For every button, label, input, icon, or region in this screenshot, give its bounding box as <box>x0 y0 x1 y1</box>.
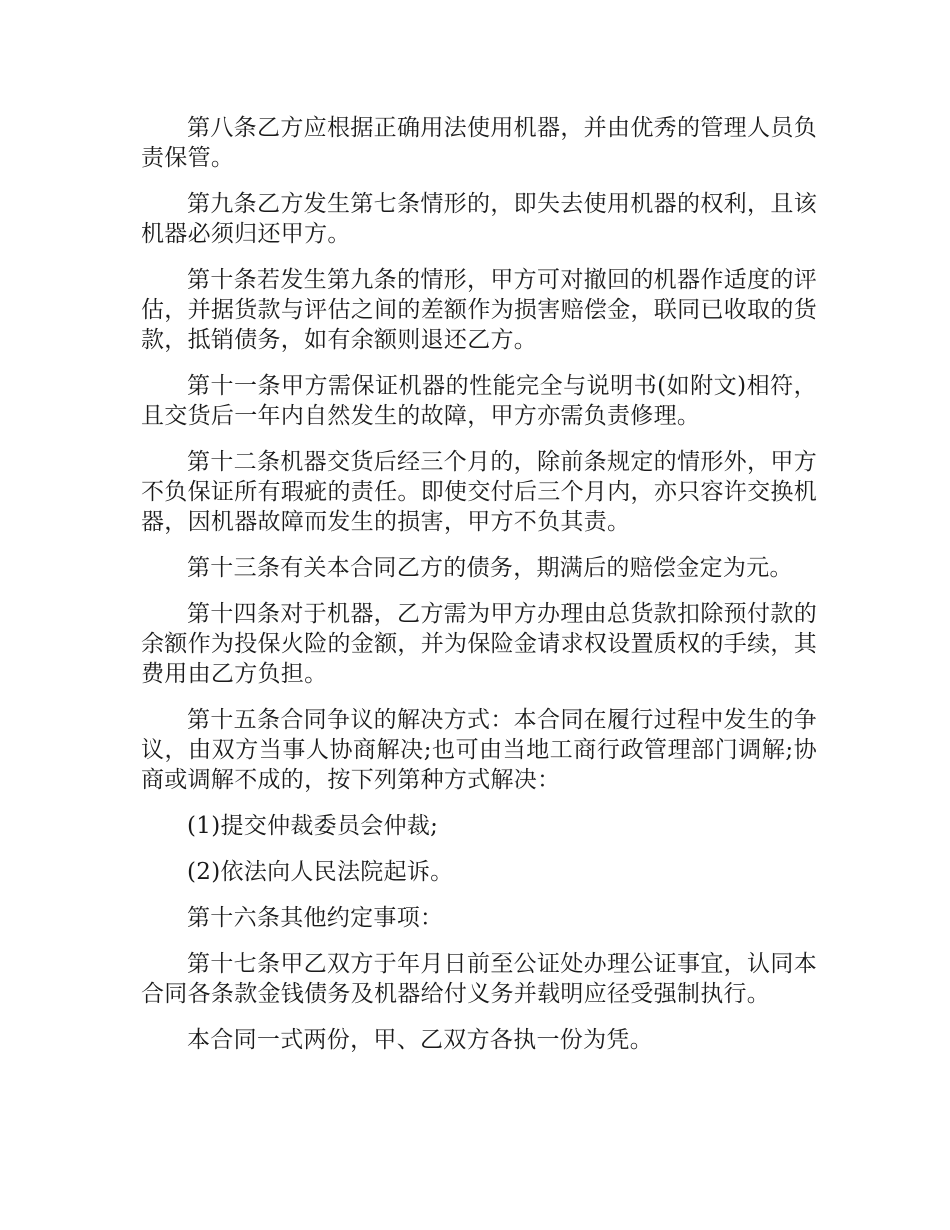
clause-15: 第十五条合同争议的解决方式：本合同在履行过程中发生的争议，由双方当事人协商解决;也可由当地工商行政管理部门调解;协商或调解不成的，按下列第种方式解决： <box>141 707 817 793</box>
clause-12: 第十二条机器交货后经三个月的，除前条规定的情形外，甲方不负保证所有瑕疵的责任。即使交付后三个月内，亦只容许交换机器，因机器故障而发生的损害，甲方不负其责。 <box>141 449 817 535</box>
clause-15-option-2: (2)依法向人民法院起诉。 <box>187 859 454 885</box>
clause-13: 第十三条有关本合同乙方的债务，期满后的赔偿金定为元。 <box>187 555 793 581</box>
clause-15-option-1: (1)提交仲裁委员会仲裁; <box>187 813 439 839</box>
clause-10: 第十条若发生第九条的情形，甲方可对撤回的机器作适度的评估，并据货款与评估之间的差额作为损害赔偿金，联同已收取的货款，抵销债务，如有余额则退还乙方。 <box>141 267 817 353</box>
document-body <box>141 113 817 1071</box>
clause-8: 第八条乙方应根据正确用法使用机器，并由优秀的管理人员负责保管。 <box>141 115 817 171</box>
clause-11: 第十一条甲方需保证机器的性能完全与说明书(如附文)相符，且交货后一年内自然发生的故障，甲方亦需负责修理。 <box>141 373 817 429</box>
closing-statement: 本合同一式两份，甲、乙双方各执一份为凭。 <box>187 1027 653 1053</box>
clause-9: 第九条乙方发生第七条情形的，即失去使用机器的权利，且该机器必须归还甲方。 <box>141 191 817 247</box>
clause-14: 第十四条对于机器，乙方需为甲方办理由总货款扣除预付款的余额作为投保火险的金额，并为保险金请求权设置质权的手续，其费用由乙方负担。 <box>141 601 817 687</box>
clause-16: 第十六条其他约定事项： <box>187 905 444 931</box>
clause-17: 第十七条甲乙双方于年月日前至公证处办理公证事宜，认同本合同各条款金钱债务及机器给付义务并载明应径受强制执行。 <box>141 951 817 1007</box>
